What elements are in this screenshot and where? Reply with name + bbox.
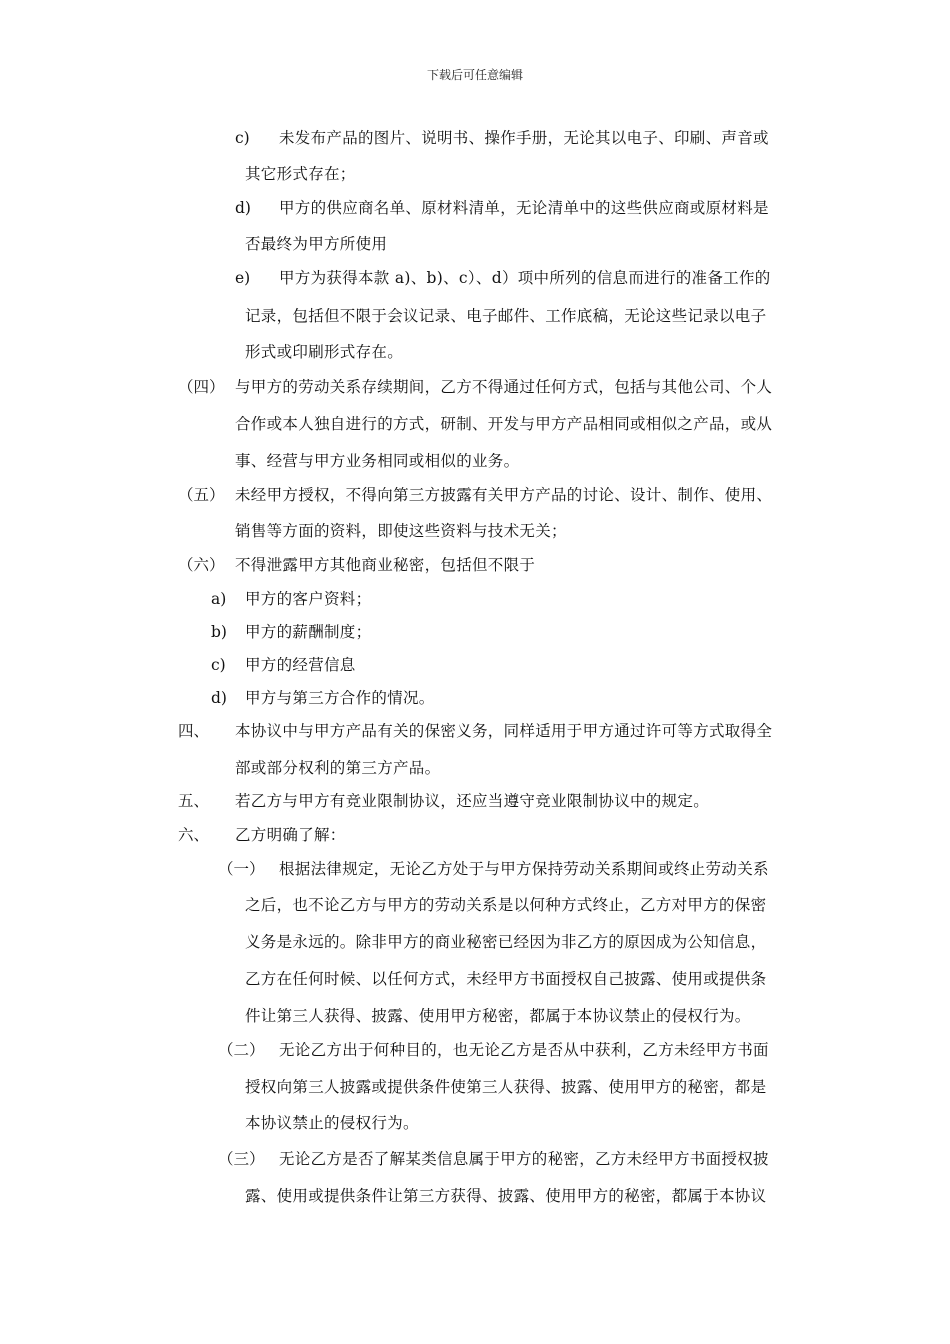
text-line: 乙方明确了解： xyxy=(235,826,346,844)
list-marker-b: b) xyxy=(211,623,227,641)
text-line: 本协议禁止的侵权行为。 xyxy=(245,1114,419,1132)
text-line: 若乙方与甲方有竞业限制协议，还应当遵守竞业限制协议中的规定。 xyxy=(235,792,710,810)
list-marker-d: d) xyxy=(235,199,251,217)
text-line: 甲方的薪酬制度； xyxy=(245,623,372,641)
text-line: 不得泄露甲方其他商业秘密，包括但不限于 xyxy=(235,556,536,574)
text-line: 本协议中与甲方产品有关的保密义务，同样适用于甲方通过许可等方式取得全 xyxy=(235,722,773,740)
text-line: 甲方的供应商名单、原材料清单，无论清单中的这些供应商或原材料是 xyxy=(279,199,769,217)
text-line: 甲方为获得本款 a)、b)、c）、d）项中所列的信息而进行的准备工作的 xyxy=(279,269,771,287)
text-line: 与甲方的劳动关系存续期间，乙方不得通过任何方式，包括与其他公司、个人 xyxy=(235,378,773,396)
text-line: 乙方在任何时候、以任何方式，未经甲方书面授权自己披露、使用或提供条 xyxy=(245,970,767,988)
text-line: 件让第三人获得、披露、使用甲方秘密，都属于本协议禁止的侵权行为。 xyxy=(245,1007,751,1025)
text-line: 否最终为甲方所使用 xyxy=(245,235,388,253)
sub-clause-marker-3: （三） xyxy=(218,1150,265,1168)
text-line: 甲方的客户资料； xyxy=(245,590,372,608)
text-line: 甲方的经营信息 xyxy=(245,656,356,674)
text-line: 形式或印刷形式存在。 xyxy=(245,343,404,361)
section-marker-6: 六、 xyxy=(178,826,210,844)
text-line: 无论乙方出于何种目的，也无论乙方是否从中获利，乙方未经甲方书面 xyxy=(279,1041,769,1059)
text-line: 销售等方面的资料，即使这些资料与技术无关； xyxy=(235,522,567,540)
list-marker-e: e) xyxy=(235,269,251,287)
page-header: 下载后可任意编辑 xyxy=(426,68,523,82)
text-line: 未发布产品的图片、说明书、操作手册，无论其以电子、印刷、声音或 xyxy=(279,129,769,147)
section-marker-4: 四、 xyxy=(178,722,210,740)
list-marker-a: a) xyxy=(211,590,227,608)
sub-clause-marker-2: （二） xyxy=(218,1041,265,1059)
text-line: 露、使用或提供条件让第三方获得、披露、使用甲方的秘密，都属于本协议 xyxy=(245,1187,767,1205)
sub-clause-marker-1: （一） xyxy=(218,860,265,878)
text-line: 授权向第三人披露或提供条件使第三人获得、披露、使用甲方的秘密，都是 xyxy=(245,1078,767,1096)
text-line: 甲方与第三方合作的情况。 xyxy=(245,689,435,707)
text-line: 部或部分权利的第三方产品。 xyxy=(235,759,441,777)
list-marker-c: c) xyxy=(235,129,250,147)
clause-marker-6: （六） xyxy=(178,556,225,574)
text-line: 无论乙方是否了解某类信息属于甲方的秘密，乙方未经甲方书面授权披 xyxy=(279,1150,769,1168)
text-line: 记录，包括但不限于会议记录、电子邮件、工作底稿，无论这些记录以电子 xyxy=(245,307,767,325)
list-marker-d: d) xyxy=(211,689,227,707)
clause-marker-5: （五） xyxy=(178,486,225,504)
list-marker-c: c) xyxy=(211,656,226,674)
text-line: 事、经营与甲方业务相同或相似的业务。 xyxy=(235,452,520,470)
text-line: 合作或本人独自进行的方式，研制、开发与甲方产品相同或相似之产品，或从 xyxy=(235,415,773,433)
text-line: 义务是永远的。除非甲方的商业秘密已经因为非乙方的原因成为公知信息， xyxy=(245,933,767,951)
text-line: 根据法律规定，无论乙方处于与甲方保持劳动关系期间或终止劳动关系 xyxy=(279,860,769,878)
text-line: 之后，也不论乙方与甲方的劳动关系是以何种方式终止，乙方对甲方的保密 xyxy=(245,896,767,914)
section-marker-5: 五、 xyxy=(178,792,210,810)
text-line: 其它形式存在； xyxy=(245,165,356,183)
text-line: 未经甲方授权，不得向第三方披露有关甲方产品的讨论、设计、制作、使用、 xyxy=(235,486,773,504)
clause-marker-4: （四） xyxy=(178,378,225,396)
